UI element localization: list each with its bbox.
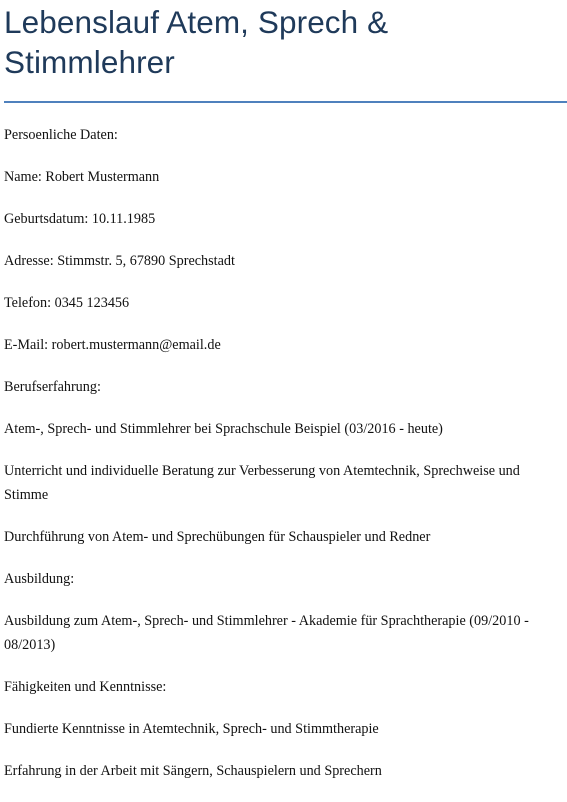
section-heading-personal: Persoenliche Daten:: [4, 127, 118, 143]
phone-line: Telefon: 0345 123456: [4, 295, 130, 311]
education-entry: Ausbildung zum Atem-, Sprech- und Stimmlehrer - Akademie für Sprachtherapie (09/2010 - 08/2013): [4, 613, 529, 653]
name-line: Name: Robert Mustermann: [4, 169, 160, 185]
email-line: E-Mail: robert.mustermann@email.de: [4, 337, 221, 353]
birthdate-line: Geburtsdatum: 10.11.1985: [4, 211, 156, 227]
section-heading-education: Ausbildung:: [4, 571, 75, 587]
title-divider: [4, 101, 567, 103]
section-heading-experience: Berufserfahrung:: [4, 379, 101, 395]
skill-item-knowledge: Fundierte Kenntnisse in Atemtechnik, Sprech- und Stimmtherapie: [4, 721, 379, 737]
document-body: [4, 124, 552, 802]
document-title: Lebenslauf Atem, Sprech & Stimmlehrer: [4, 4, 389, 80]
skill-item-experience: Erfahrung in der Arbeit mit Sängern, Schauspielern und Sprechern: [4, 763, 382, 779]
experience-duty-exercises: Durchführung von Atem- und Sprechübungen für Schauspieler und Redner: [4, 529, 431, 545]
address-line: Adresse: Stimmstr. 5, 67890 Sprechstadt: [4, 253, 235, 269]
experience-position: Atem-, Sprech- und Stimmlehrer bei Sprachschule Beispiel (03/2016 - heute): [4, 421, 443, 437]
section-heading-skills: Fähigkeiten und Kenntnisse:: [4, 679, 167, 695]
experience-duty-teaching: Unterricht und individuelle Beratung zur Verbesserung von Atemtechnik, Sprechweise und Stimme: [4, 463, 520, 503]
